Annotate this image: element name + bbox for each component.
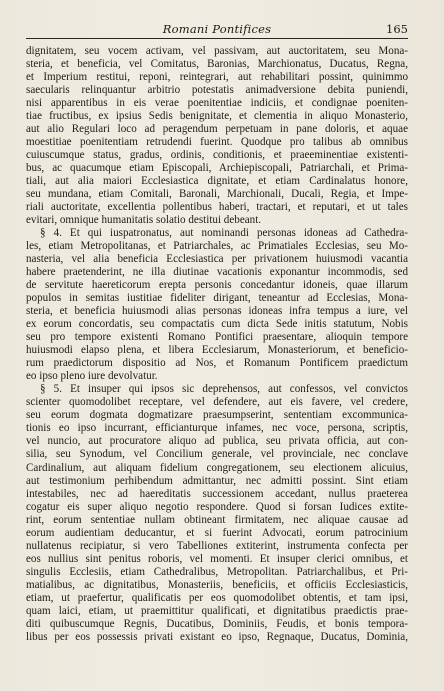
text-line: intestabiles, nec ad haereditatis successionem accedant, nullus praeterea: [26, 487, 408, 500]
text-line: populos in semitas iustitiae fideliter dirigant, teneantur ad Ecclesias, Mona-: [26, 292, 408, 305]
text-line: quam laici, etiam, ut praemittitur qualificati, et dignitatibus praedictis prae-: [26, 604, 408, 617]
paragraph-1: [26, 45, 408, 227]
text-line: seu pro tempore existenti Romano Pontifici praesentare, alioquin tempore: [26, 331, 408, 344]
text-line: tiali, aut alia maiori Ecclesiastica dignitate, et etiam Cardinalatus honore,: [26, 175, 408, 188]
text-line: habere praetenderint, ne illa diutinae vacationis exponantur incommodis, sed: [26, 266, 408, 279]
text-line: seu eorum dogmata dogmatizare praesumpserint, sententiam excommunica-: [26, 409, 408, 422]
page-number: 165: [386, 22, 408, 36]
text-line: vel nuncio, aut procuratore aliquo ad publica, seu privata officia, aut con-: [26, 435, 408, 448]
text-line: nisi apparentibus in eis verae poenitentiae indiciis, et condignae poeniten-: [26, 97, 408, 110]
text-line: bus, ac quacumque etiam Episcopali, Archiepiscopali, Patriarchali, et Prima-: [26, 162, 408, 175]
text-line: dignitatem, seu vocem activam, vel passivam, aut auctoritatem, seu Mona-: [26, 45, 408, 57]
paragraph-section-5: [26, 383, 408, 643]
text-line: huiusmodi elapso plena, et libera Ecclesiarum, Monasteriorum, et beneficio-: [26, 344, 408, 357]
body-text: [26, 45, 408, 644]
text-line: aut alio Regulari loco ad peragendum perpetuam in pane doloris, et aquae: [26, 123, 408, 136]
text-line: diti quibuscumque Regnis, Ducatibus, Dominiis, Feudis, et bonis tempora-: [26, 617, 408, 630]
text-line: eorum audientiam deducantur, et si fuerint Advocati, eorum patrocinium: [26, 526, 408, 539]
text-line: steria, et beneficia huiusmodi alias personas idoneas infra tempus a iure, vel: [26, 305, 408, 318]
text-line: de servitute haereticorum erepta personis concedantur idoneis, quae illarum: [26, 279, 408, 292]
text-line: tiae fructibus, ex ipsius Sedis benignitate, et clementia in aliquo Monasterio,: [26, 110, 408, 123]
running-header: [26, 22, 408, 39]
text-line: seu mundana, etiam Comitali, Baronali, Marchionali, Ducali, Regia, et Impe-: [26, 188, 408, 201]
text-line: cuiuscumque status, gradus, ordinis, conditionis, et praeeminentiae existenti-: [26, 149, 408, 162]
text-line: § 5. Et insuper qui ipsos sic deprehensos, aut confessos, vel convictos: [40, 383, 408, 396]
text-line: libus per eos possessis privati existant eo ipso, Regnaque, Ducatus, Dominia,: [26, 630, 408, 643]
paragraph-section-4: [26, 227, 408, 383]
text-line: saecularis relinquantur arbitrio potestatis animadversione debita puniendi,: [26, 84, 408, 97]
text-line: ex eorum concordatis, seu compactatis cum dicta Sede initis statutum, Nobis: [26, 318, 408, 331]
text-line: rum praedictorum dispositio ad Nos, et Romanum Pontificem praedictum: [26, 357, 408, 370]
text-line: etiam, ut praefertur, qualificatis per eos quomodolibet obtentis, et tam ipsi,: [26, 591, 408, 604]
text-line: les, etiam Metropolitanas, et Patriarchales, ac Primatiales Ecclesias, seu Mo-: [26, 240, 408, 253]
text-line: riali auctoritate, excellentia pollentibus haberi, tractari, et reputari, et ut tales: [26, 201, 408, 214]
text-line: eos nullius sint penitus roboris, vel momenti. Et insuper clerici omnibus, et: [26, 552, 408, 565]
text-line: matialibus, ac dignitatibus, Monasteriis, beneficiis, et officiis Ecclesiasticis,: [26, 578, 408, 591]
text-line: moestitiae poenitentiam retrudendi fuerint. Quodque pro talibus ab omnibus: [26, 136, 408, 149]
text-line: nasteria, vel alia beneficia Ecclesiastica per privationem huiusmodi vacantia: [26, 253, 408, 266]
text-line: singulis Ecclesiis, etiam Cathedralibus, Metropolitan. Patriarchalibus, et Pri-: [26, 565, 408, 578]
text-line: rint, eorum sententiae nullam obtineant firmitatem, nec aliquae causae ad: [26, 513, 408, 526]
text-line: nullatenus recipiatur, si vero Tabelliones extiterint, instrumenta confecta per: [26, 539, 408, 552]
text-line: tionis eo ipso incurrant, efficianturque infames, nec voce, persona, scriptis,: [26, 422, 408, 435]
text-line: evitari, omnique humanitatis solatio destitui debeant.: [26, 214, 262, 227]
running-title: Romani Pontifices: [162, 22, 272, 36]
text-line: silia, seu Synodum, vel Concilium generale, vel provinciale, nec conclave: [26, 448, 408, 461]
text-line: cogatur eis super aliquo negotio respondere. Quod si forsan Iudices extite-: [26, 500, 408, 513]
text-line: Cardinalium, aut aliquam fidelium congregationem, seu electionem alicuius,: [26, 461, 408, 474]
text-line: steria, et beneficia, vel Comitatus, Baronias, Marchionatus, Ducatus, Regna,: [26, 58, 408, 71]
text-line: eo ipso pleno iure devolvatur.: [26, 370, 158, 383]
text-line: et Imperium restitui, reponi, reintegrari, aut rehabilitari possint, quinimmo: [26, 71, 408, 84]
text-line: § 4. Et qui iuspatronatus, aut nominandi personas idoneas ad Cathedra-: [40, 227, 408, 240]
text-line: scienter quomodolibet receptare, vel defendere, aut eis favere, vel credere,: [26, 396, 408, 409]
text-line: aut testimonium perhibendum admittantur, nec admitti possint. Sint etiam: [26, 474, 408, 487]
